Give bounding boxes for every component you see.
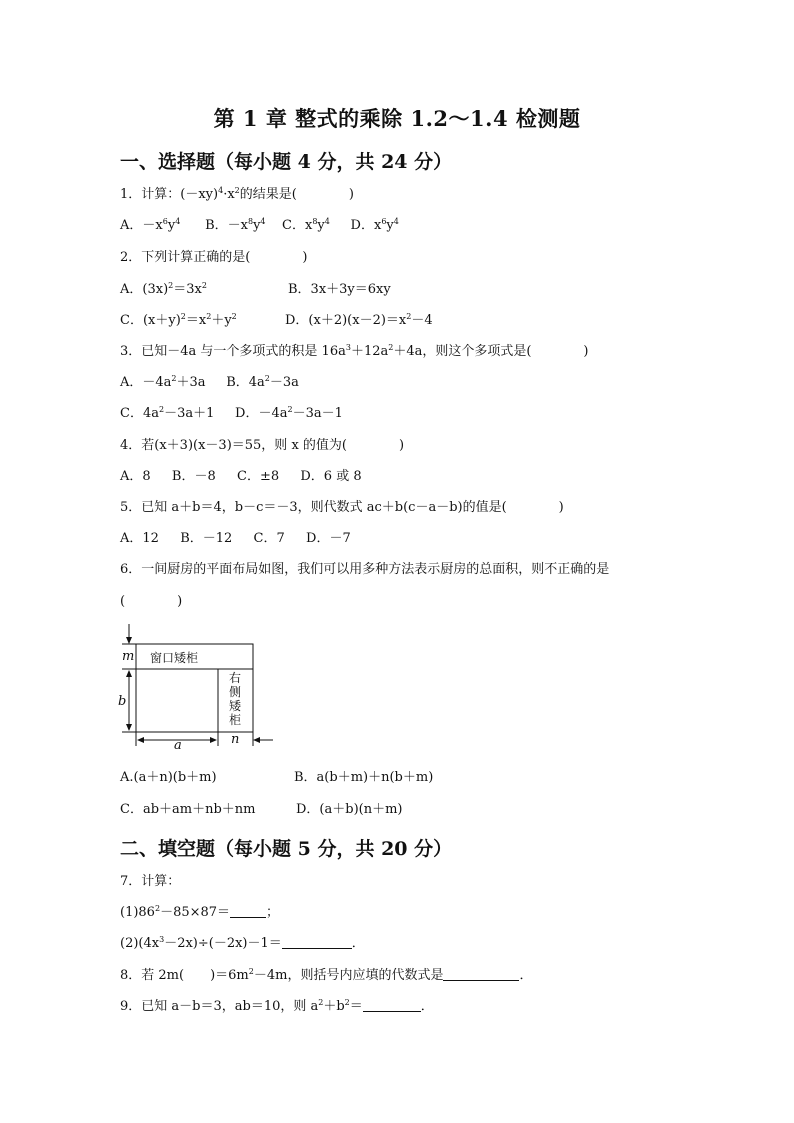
question-6-stem: 6．一间厨房的平面布局如图，我们可以用多种方法表示厨房的总面积，则不正确的是 xyxy=(120,562,610,577)
question-6-option-a[interactable]: A.(a＋n)(b＋m) xyxy=(120,770,217,785)
question-2-option-c[interactable]: C．$(x+y)^2=x^2+y^2$ xyxy=(120,312,237,328)
question-6-option-d[interactable]: D．(a＋b)(n＋m) xyxy=(296,802,403,817)
question-7-part-2: $(2)(4x^3-2x)\div(-2x)-1=$ ． xyxy=(120,935,365,951)
question-4-options[interactable]: A．8 B．－8 C．±8 D．6 或 8 xyxy=(120,469,362,484)
answer-blank[interactable] xyxy=(443,968,519,981)
option-a[interactable]: A．$-x^6y^4$ xyxy=(120,217,181,233)
question-5-options[interactable]: A．12 B．－12 C．7 D．－7 xyxy=(120,531,351,546)
window-cabinet-label: 窗口矮柜 xyxy=(150,651,199,665)
question-3-options-cd xyxy=(120,406,343,422)
dimension-n-label: n xyxy=(231,732,240,747)
question-2-stem: 2．下列计算正确的是( ) xyxy=(120,250,308,265)
option-c[interactable]: C．$4a^2-3a+1$ xyxy=(120,405,215,421)
kitchen-layout-figure xyxy=(112,622,282,752)
question-2-option-a[interactable]: A．$(3x)^2=3x^2$ xyxy=(120,281,207,297)
option-d[interactable]: D．$-4a^2-3a-1$ xyxy=(235,405,343,421)
question-7-part-1: $(1)86^2-85\times 87=$ ； xyxy=(120,904,280,920)
option-d[interactable]: D．$x^6y^4$ xyxy=(350,217,399,233)
question-6-option-c[interactable]: C．ab＋am＋nb＋nm xyxy=(120,802,256,817)
option-c[interactable]: C．$x^8y^4$ xyxy=(282,217,330,233)
question-6-answer-paren: ( ) xyxy=(120,594,183,609)
question-7-stem: 7．计算： xyxy=(120,874,181,889)
answer-blank[interactable] xyxy=(282,936,352,949)
question-5-stem: 5．已知 a＋b＝4，b－c＝－3，则代数式 ac＋b(c－a－b)的值是( ) xyxy=(120,500,564,515)
question-6-option-b[interactable]: B．a(b＋m)＋n(b＋m) xyxy=(294,770,434,785)
page-title: 第 1 章 整式的乘除 1.2～1.4 检测题 xyxy=(213,106,581,131)
option-b[interactable]: B．$4a^2-3a$ xyxy=(226,374,299,390)
answer-blank[interactable] xyxy=(363,999,421,1012)
question-9: 9．已知 a－b＝3，ab＝10，则 $a^2+b^2=$ ． xyxy=(120,998,434,1014)
answer-blank[interactable] xyxy=(230,905,266,918)
question-2-option-b[interactable]: B．3x＋3y＝6xy xyxy=(288,282,391,297)
question-2-option-d[interactable]: D．$(x+2)(x-2)=x^2-4$ xyxy=(285,312,433,328)
question-1-options xyxy=(120,218,399,234)
dimension-m-label: m xyxy=(122,649,135,664)
question-3-options-ab xyxy=(120,375,299,391)
question-3-stem: 3．已知－4a 与一个多项式的积是 $16a^3+12a^2+4a$，则这个多项式是( ) xyxy=(120,343,589,359)
dimension-b-label: b xyxy=(118,694,127,709)
right-cabinet-label: 右侧矮柜 xyxy=(228,671,241,727)
dimension-a-label: a xyxy=(174,738,182,753)
section-heading-fill: 二、填空题（每小题 5 分，共 20 分） xyxy=(120,838,453,860)
question-4-stem: 4．若(x＋3)(x－3)＝55，则 x 的值为( ) xyxy=(120,438,405,453)
question-1-stem: 1．计算：$(-xy)^4\cdot x^2$的结果是( ) xyxy=(120,186,354,202)
section-heading-choice: 一、选择题（每小题 4 分，共 24 分） xyxy=(120,151,453,173)
question-8: 8．若 2m( )$=6m^2-4m$，则括号内应填的代数式是 ． xyxy=(120,967,533,983)
option-a[interactable]: A．$-4a^2+3a$ xyxy=(120,374,206,390)
kitchen-layout-diagram xyxy=(112,622,282,752)
option-b[interactable]: B．$-x^8y^4$ xyxy=(205,217,266,233)
